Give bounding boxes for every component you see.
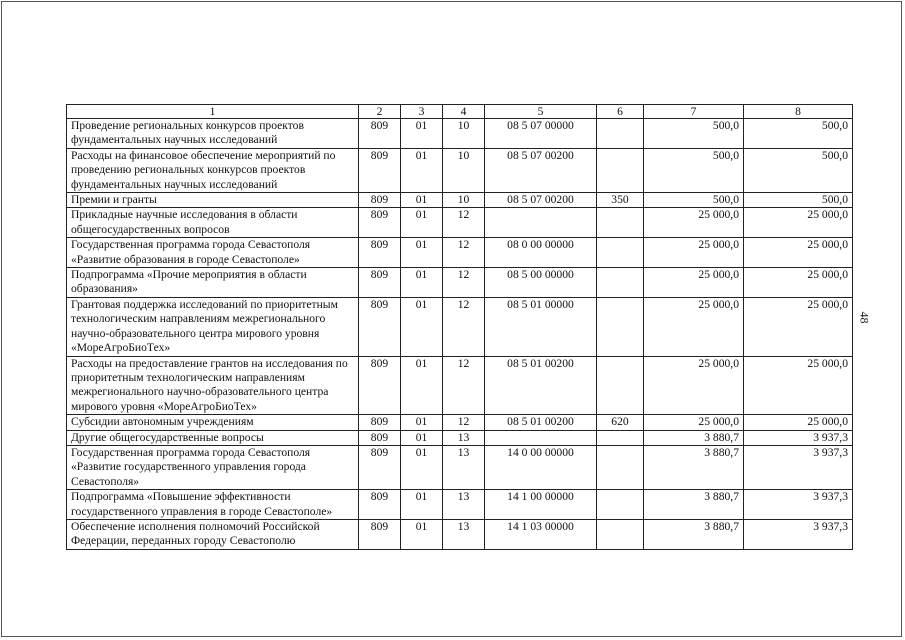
row-c7: 25 000,0: [644, 238, 744, 268]
row-c3: 01: [401, 238, 443, 268]
row-c5: 08 5 01 00000: [485, 297, 597, 356]
header-cell: 4: [443, 105, 485, 119]
row-c6: [597, 430, 644, 445]
row-c8: 25 000,0: [744, 208, 853, 238]
row-c7: 500,0: [644, 193, 744, 208]
table-row: [67, 148, 853, 192]
row-c6: [597, 119, 644, 149]
row-c8: 25 000,0: [744, 268, 853, 298]
row-c6: [597, 297, 644, 356]
row-c8: 25 000,0: [744, 356, 853, 415]
header-cell: 6: [597, 105, 644, 119]
row-c4: 12: [443, 238, 485, 268]
row-c4: 12: [443, 297, 485, 356]
header-cell: 3: [401, 105, 443, 119]
row-c3: 01: [401, 119, 443, 149]
row-c2: 809: [359, 445, 401, 489]
row-c6: [597, 356, 644, 415]
header-cell: 5: [485, 105, 597, 119]
row-c6: [597, 490, 644, 520]
row-c8: 3 937,3: [744, 445, 853, 489]
row-c5: 14 1 00 00000: [485, 490, 597, 520]
row-c5: 08 5 07 00200: [485, 193, 597, 208]
row-name: Подпрограмма «Повышение эффективности государственного управления в городе Севастополе»: [67, 490, 359, 520]
row-c5: 08 5 01 00200: [485, 415, 597, 430]
row-c2: 809: [359, 519, 401, 549]
row-c2: 809: [359, 490, 401, 520]
row-c6: [597, 519, 644, 549]
row-c2: 809: [359, 268, 401, 298]
header-cell: 8: [744, 105, 853, 119]
row-c4: 10: [443, 193, 485, 208]
row-c7: 25 000,0: [644, 297, 744, 356]
row-c5: 08 5 07 00000: [485, 119, 597, 149]
row-name: Подпрограмма «Прочие мероприятия в области образования»: [67, 268, 359, 298]
table-row: [67, 356, 853, 415]
row-c2: 809: [359, 297, 401, 356]
row-c8: 3 937,3: [744, 519, 853, 549]
row-c2: 809: [359, 193, 401, 208]
row-c3: 01: [401, 430, 443, 445]
row-c4: 12: [443, 356, 485, 415]
row-c2: 809: [359, 356, 401, 415]
row-name: Государственная программа города Севастополя «Развитие образования в городе Севастополе»: [67, 238, 359, 268]
row-c6: [597, 148, 644, 192]
row-c4: 12: [443, 415, 485, 430]
table-row: [67, 297, 853, 356]
row-c5: 14 1 03 00000: [485, 519, 597, 549]
row-c3: 01: [401, 193, 443, 208]
row-c7: 3 880,7: [644, 519, 744, 549]
row-c7: 25 000,0: [644, 356, 744, 415]
row-c6: [597, 445, 644, 489]
row-c3: 01: [401, 356, 443, 415]
table-row: [67, 119, 853, 149]
row-name: Обеспечение исполнения полномочий Российской Федерации, переданных городу Севастополю: [67, 519, 359, 549]
table-row: [67, 238, 853, 268]
row-c4: 10: [443, 119, 485, 149]
row-c6: [597, 268, 644, 298]
header-cell: 1: [67, 105, 359, 119]
row-c3: 01: [401, 208, 443, 238]
row-c2: 809: [359, 119, 401, 149]
row-c7: 25 000,0: [644, 415, 744, 430]
table-row: [67, 430, 853, 445]
table-row: [67, 490, 853, 520]
row-c7: 500,0: [644, 148, 744, 192]
row-name: Расходы на финансовое обеспечение мероприятий по проведению региональных конкурсов проектов фундаментальных научных исследований: [67, 148, 359, 192]
row-c6: [597, 208, 644, 238]
header-cell: 7: [644, 105, 744, 119]
table-row: [67, 519, 853, 549]
row-c3: 01: [401, 415, 443, 430]
page-number: 48: [857, 311, 872, 324]
row-c6: 620: [597, 415, 644, 430]
row-c5: [485, 430, 597, 445]
row-c7: 3 880,7: [644, 445, 744, 489]
row-c4: 13: [443, 490, 485, 520]
table-row: [67, 415, 853, 430]
row-c6: [597, 238, 644, 268]
row-c7: 25 000,0: [644, 268, 744, 298]
row-c7: 500,0: [644, 119, 744, 149]
row-c5: 08 5 07 00200: [485, 148, 597, 192]
row-c2: 809: [359, 238, 401, 268]
table-row: [67, 268, 853, 298]
row-c7: 3 880,7: [644, 490, 744, 520]
table-row: [67, 208, 853, 238]
row-c3: 01: [401, 519, 443, 549]
row-c3: 01: [401, 297, 443, 356]
row-c7: 25 000,0: [644, 208, 744, 238]
row-c2: 809: [359, 208, 401, 238]
row-c2: 809: [359, 430, 401, 445]
row-c5: [485, 208, 597, 238]
row-c6: 350: [597, 193, 644, 208]
row-c4: 13: [443, 445, 485, 489]
row-c8: 500,0: [744, 119, 853, 149]
row-name: Субсидии автономным учреждениям: [67, 415, 359, 430]
row-c3: 01: [401, 445, 443, 489]
row-c8: 25 000,0: [744, 297, 853, 356]
row-name: Грантовая поддержка исследований по приоритетным технологическим направлениям межрегионального научно-образовательного центра мирового уровня «МореАгроБиоТех»: [67, 297, 359, 356]
row-c8: 3 937,3: [744, 490, 853, 520]
row-c7: 3 880,7: [644, 430, 744, 445]
row-c4: 12: [443, 268, 485, 298]
header-cell: 2: [359, 105, 401, 119]
row-c5: 08 0 00 00000: [485, 238, 597, 268]
row-c5: 08 5 01 00200: [485, 356, 597, 415]
row-c8: 25 000,0: [744, 238, 853, 268]
row-c4: 10: [443, 148, 485, 192]
row-c8: 500,0: [744, 148, 853, 192]
row-c4: 13: [443, 430, 485, 445]
row-c8: 25 000,0: [744, 415, 853, 430]
row-c4: 13: [443, 519, 485, 549]
row-c5: 08 5 00 00000: [485, 268, 597, 298]
row-c3: 01: [401, 148, 443, 192]
table-row: [67, 445, 853, 489]
row-name: Государственная программа города Севастополя «Развитие государственного управления города Севастополя»: [67, 445, 359, 489]
row-name: Другие общегосударственные вопросы: [67, 430, 359, 445]
row-c8: 500,0: [744, 193, 853, 208]
row-name: Проведение региональных конкурсов проектов фундаментальных научных исследований: [67, 119, 359, 149]
row-c4: 12: [443, 208, 485, 238]
row-c8: 3 937,3: [744, 430, 853, 445]
row-c3: 01: [401, 490, 443, 520]
budget-table: [66, 104, 853, 550]
row-name: Премии и гранты: [67, 193, 359, 208]
row-name: Прикладные научные исследования в области общегосударственных вопросов: [67, 208, 359, 238]
row-name: Расходы на предоставление грантов на исследования по приоритетным технологическим направлениям межрегионального научно-образовательного центра мирового уровня «МореАгроБиоТех»: [67, 356, 359, 415]
header-row: [67, 105, 853, 119]
row-c2: 809: [359, 415, 401, 430]
table-row: [67, 193, 853, 208]
row-c2: 809: [359, 148, 401, 192]
row-c3: 01: [401, 268, 443, 298]
row-c5: 14 0 00 00000: [485, 445, 597, 489]
